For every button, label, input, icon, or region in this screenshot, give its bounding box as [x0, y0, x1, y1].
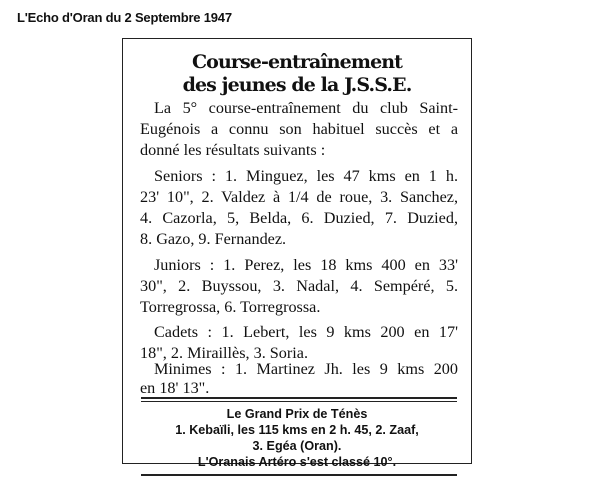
box-line-3: 3. Egéa (Oran).	[252, 439, 342, 453]
source-caption: L'Echo d'Oran du 2 Septembre 1947	[17, 10, 232, 25]
box-bottom-rule	[141, 474, 457, 476]
minimes-line-2: en 18' 13".	[140, 379, 210, 397]
seniors-line-4: 8. Gazo, 9. Fernandez.	[140, 230, 287, 248]
cadets-line-2: 18", 2. Miraillès, 3. Soria.	[140, 344, 309, 362]
seniors-line-2: 23' 10", 2. Valdez à 1/4 de roue, 3. Sanchez,	[140, 188, 458, 206]
seniors-line-1: Seniors : 1. Minguez, les 47 kms en 1 h.	[154, 167, 458, 185]
juniors-line-2: 30", 2. Buyssou, 3. Nadal, 4. Sempéré, 5.	[140, 277, 458, 295]
seniors-line-3: 4. Cazorla, 5, Belda, 6. Duzied, 7. Duzied,	[140, 209, 458, 227]
box-line-1: Le Grand Prix de Ténès	[226, 407, 368, 421]
juniors-line-3: Torregrossa, 6. Torregrossa.	[140, 298, 321, 316]
minimes-line-1: Minimes : 1. Martinez Jh. les 9 kms 200	[154, 360, 458, 378]
box-top-rule-thin	[141, 401, 457, 402]
cadets-line-1: Cadets : 1. Lebert, les 9 kms 200 en 17'	[154, 323, 458, 341]
intro-line-1: La 5° course-entraînement du club Saint-	[154, 99, 458, 117]
headline-line-1: Course-entraînement	[191, 51, 403, 73]
box-line-4: L'Oranais Artéro s'est classé 10°.	[197, 455, 397, 469]
headline-line-2: des jeunes de la J.S.S.E.	[182, 74, 412, 96]
box-top-rule	[141, 397, 457, 399]
newspaper-clipping	[122, 38, 472, 469]
intro-line-3: donné les résultats suivants :	[140, 141, 326, 159]
juniors-line-1: Juniors : 1. Perez, les 18 kms 400 en 33'	[154, 256, 458, 274]
intro-line-2: Eugénois a connu son habituel succès et a	[140, 120, 458, 138]
box-line-2: 1. Kebaïli, les 115 kms en 2 h. 45, 2. Zaaf,	[175, 423, 419, 437]
